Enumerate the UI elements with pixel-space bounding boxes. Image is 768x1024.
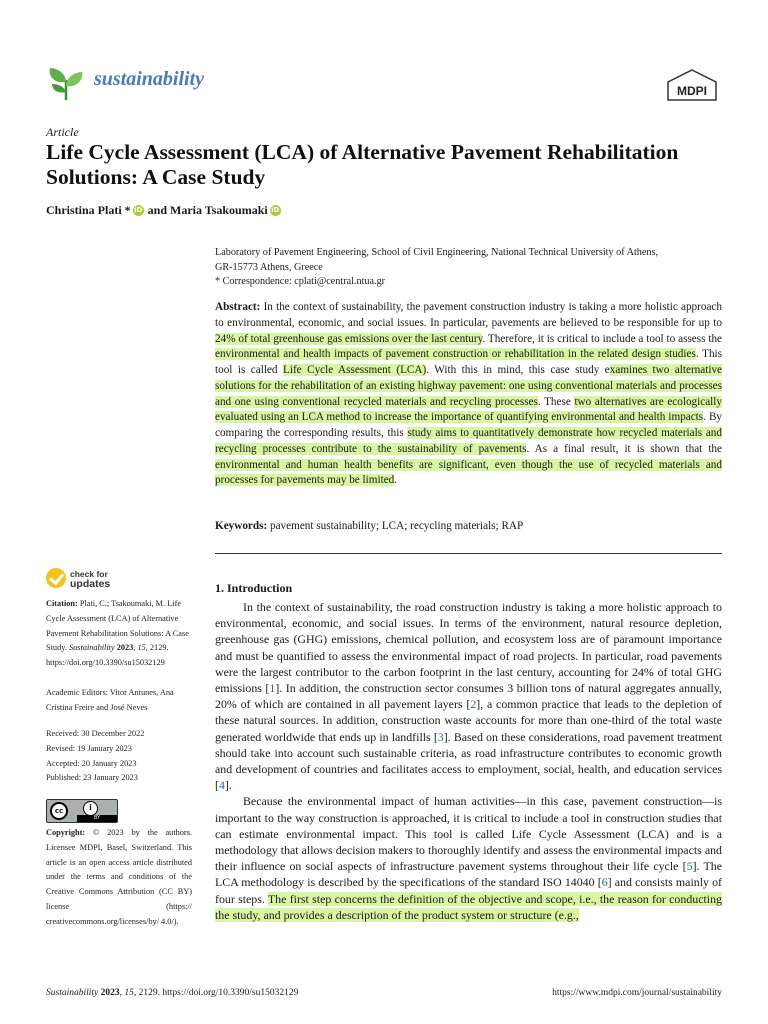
- reference-link[interactable]: 1: [269, 681, 276, 696]
- keywords: [215, 520, 722, 532]
- abstract-text: .: [394, 474, 398, 487]
- affiliation-line: Laboratory of Pavement Engineering, School of Civil Engineering, National Technical University of Athens,: [215, 247, 658, 258]
- dates-block: [46, 727, 192, 786]
- reference-link[interactable]: 2: [470, 697, 477, 712]
- body-text: ]. In addition, the construction sector consumes 3 billion tons of natural aggregates annually, 20% of which are contained in all pavement layers [: [215, 681, 722, 712]
- body-text: ]. The LCA methodology is described by the specifications of the standard ISO 14040 [: [215, 859, 722, 890]
- affiliation-line: GR-15773 Athens, Greece: [215, 261, 323, 273]
- paragraph: [215, 599, 722, 793]
- cc-by-label: BY: [77, 815, 117, 822]
- citation-journal: Sustainability: [68, 643, 115, 653]
- check-line: updates: [70, 578, 111, 590]
- highlighted-text: two alternatives are ecologically evaluated using an LCA method to increase the importance of quantifying environmental and health impacts: [215, 395, 722, 424]
- body-text: ].: [224, 778, 232, 793]
- cc-icon: cc: [50, 802, 68, 820]
- sustainability-leaf-logo-icon: [46, 64, 86, 102]
- reference-link[interactable]: 5: [686, 859, 693, 874]
- paragraph: [215, 793, 722, 923]
- footer-volume: 15: [124, 988, 134, 998]
- footer-citation: Sustainability 2023, 15, 2129. https://doi.org/10.3390/su15032129: [46, 988, 299, 998]
- abstract-text: . These: [537, 395, 575, 408]
- citation-block: Citation: Plati, C.; Tsakoumaki, M. Life Cycle Assessment (LCA) of Alternative Pavement Rehabilitation Solutions: A Case Study. Sustainability 2023, 15, 2129. https://doi.org/10.3390/su15032129: [46, 599, 189, 667]
- attribution-icon: i: [83, 801, 98, 816]
- footer-year: 2023: [100, 988, 120, 998]
- check-icon: [46, 568, 66, 588]
- citation-volume: 15: [137, 643, 146, 653]
- check-line: check for: [70, 569, 108, 579]
- abstract-text: . By comparing the corresponding results, this: [215, 411, 722, 439]
- article-title: Life Cycle Assessment (LCA) of Alternative Pavement Rehabilitation Solutions: A Case Study: [46, 140, 679, 189]
- highlighted-text: environmental and human health benefits are significant, even though the use of recycled materials and processes for pavements may be limited: [215, 458, 722, 487]
- orcid-icon[interactable]: iD: [134, 206, 143, 214]
- correspondence: * Correspondence: cplati@central.ntua.gr: [215, 276, 386, 287]
- footer-journal-url[interactable]: https://www.mdpi.com/journal/sustainability: [552, 988, 722, 998]
- article-type: Article: [46, 125, 79, 139]
- reference-link[interactable]: 3: [437, 729, 444, 744]
- citation-label: Citation:: [46, 599, 78, 608]
- academic-editors: Academic Editors: Vitor Antunes, Ana Cristina Freire and José Neves: [46, 688, 174, 712]
- highlighted-text: 24% of total greenhouse gas emissions over the last century: [215, 332, 483, 345]
- abstract-label: Abstract:: [215, 301, 261, 313]
- abstract-text: . With this in mind, this case study e: [426, 364, 610, 376]
- citation-doi[interactable]: , 2129. https://doi.org/10.3390/su15032129: [46, 643, 169, 667]
- body-text: Because the environmental impact of human activities—in this case, pavement construction—is important to the way construction is approached, it is critical to include a tool in construction studies that can estimate environmental impact. This tool is called Life Cycle Assessment (LCA) and is a methodology that allows decision makers to thoroughly identify and assess the environmental impacts and their influence on social aspects of infrastructure pavement systems throughout their life cycle [: [215, 794, 722, 874]
- author-name: and Maria Tsakoumaki: [147, 203, 268, 217]
- keywords-text: pavement sustainability; LCA; recycling materials; RAP: [267, 520, 524, 532]
- highlighted-text: Life Cycle Assessment (LCA): [283, 364, 427, 376]
- abstract: [215, 300, 722, 489]
- accepted-date: Accepted: 20 January 2023: [46, 758, 137, 768]
- highlighted-text: The first step concerns the definition of the objective and scope, i.e., the reason for conducting the study, and provides a description of the product system or structure (e.g.,: [215, 891, 722, 922]
- cc-by-license-badge[interactable]: [46, 799, 118, 823]
- reference-link[interactable]: 6: [601, 875, 608, 890]
- orcid-icon[interactable]: iD: [271, 206, 280, 214]
- highlighted-text: study aims to quantitatively demonstrate how recycled materials and recycling processes contribute to the sustainability of pavements: [215, 427, 722, 455]
- check-for-updates-button[interactable]: [46, 568, 166, 594]
- revised-date: Revised: 19 January 2023: [46, 743, 132, 753]
- body-text: ]. Based on these considerations, road pavement treatment should take into account such sustainable criteria, as road infrastructure contributes to economic growth and development of countries and facilitates access to employment, social, health, and education services [: [215, 729, 722, 793]
- highlighted-text: xamines two alternative solutions for the rehabilitation of an existing highway pavement: one using conventional materials and processes and one using conventional recycled materials and recycling processes: [215, 364, 722, 408]
- footer-journal: Sustainability: [46, 988, 99, 998]
- author-name: Christina Plati *: [46, 203, 131, 217]
- received-date: Received: 30 December 2022: [46, 729, 145, 738]
- citation-year: 2023: [116, 643, 134, 653]
- keywords-label: Keywords:: [215, 520, 268, 532]
- reference-link[interactable]: 4: [218, 778, 225, 793]
- abstract-text: In the context of sustainability, the pavement construction industry is taking a more holistic approach to environmental, economic, and social issues. In particular, pavements are believed to be responsible for up to: [215, 301, 722, 329]
- footer-doi[interactable]: , 2129. https://doi.org/10.3390/su15032129: [133, 988, 299, 998]
- abstract-text: . Therefore, it is critical to include a tool to assess the: [482, 332, 723, 345]
- affiliation-block: [215, 246, 725, 290]
- divider: [215, 553, 722, 554]
- introduction-body: [215, 599, 722, 923]
- abstract-text: . As a final result, it is shown that the: [526, 442, 722, 455]
- body-text: ] and consists mainly of four steps.: [215, 875, 723, 906]
- section-heading: 1. Introduction: [215, 581, 293, 595]
- copyright-label: Copyright:: [46, 828, 86, 837]
- mdpi-logo-text: MDPI: [677, 84, 707, 98]
- author-list: [46, 203, 285, 218]
- abstract-text: . This tool is called: [215, 348, 723, 376]
- published-date: Published: 23 January 2023: [46, 773, 138, 783]
- body-text: In the context of sustainability, the road construction industry is taking a more holistic approach to environmental, economic, and social issues. In terms of the environment, natural resource depletion, greenhouse gas (GHG) emissions, chemical pollution, and ecosystem loss are of paramount importance and must be quantified to assess the environmental impact of road projects. In particular, road pavements were the largest contributor to the carbon footprint in the last century, accounting for 24% of total GHG emissions [: [215, 600, 722, 696]
- page-footer: [46, 988, 722, 998]
- copyright-block: [46, 826, 192, 929]
- check-for-updates-label: [70, 569, 110, 589]
- journal-name[interactable]: sustainability: [94, 68, 205, 90]
- highlighted-text: environmental and health impacts of pavement construction or rehabilitation in the related design studies: [215, 348, 696, 361]
- body-text: ], a common practice that leads to the depletion of these natural sources. In addition, construction waste accounts for more than one-third of the total waste generated worldwide that ends up in landfills [: [215, 697, 722, 744]
- citation-text: Plati, C.; Tsakoumaki, M. Life Cycle Assessment (LCA) of Alternative Pavement Rehabilitation Solutions: A Case Study.: [46, 599, 189, 653]
- mdpi-logo-icon[interactable]: [664, 68, 720, 102]
- copyright-text: © 2023 by the authors. Licensee MDPI, Basel, Switzerland. This article is an open access article distributed under the terms and conditions of the Creative Commons Attribution (CC BY) license (https:// creativecommons.org/licenses/by/ 4.0/).: [46, 828, 192, 926]
